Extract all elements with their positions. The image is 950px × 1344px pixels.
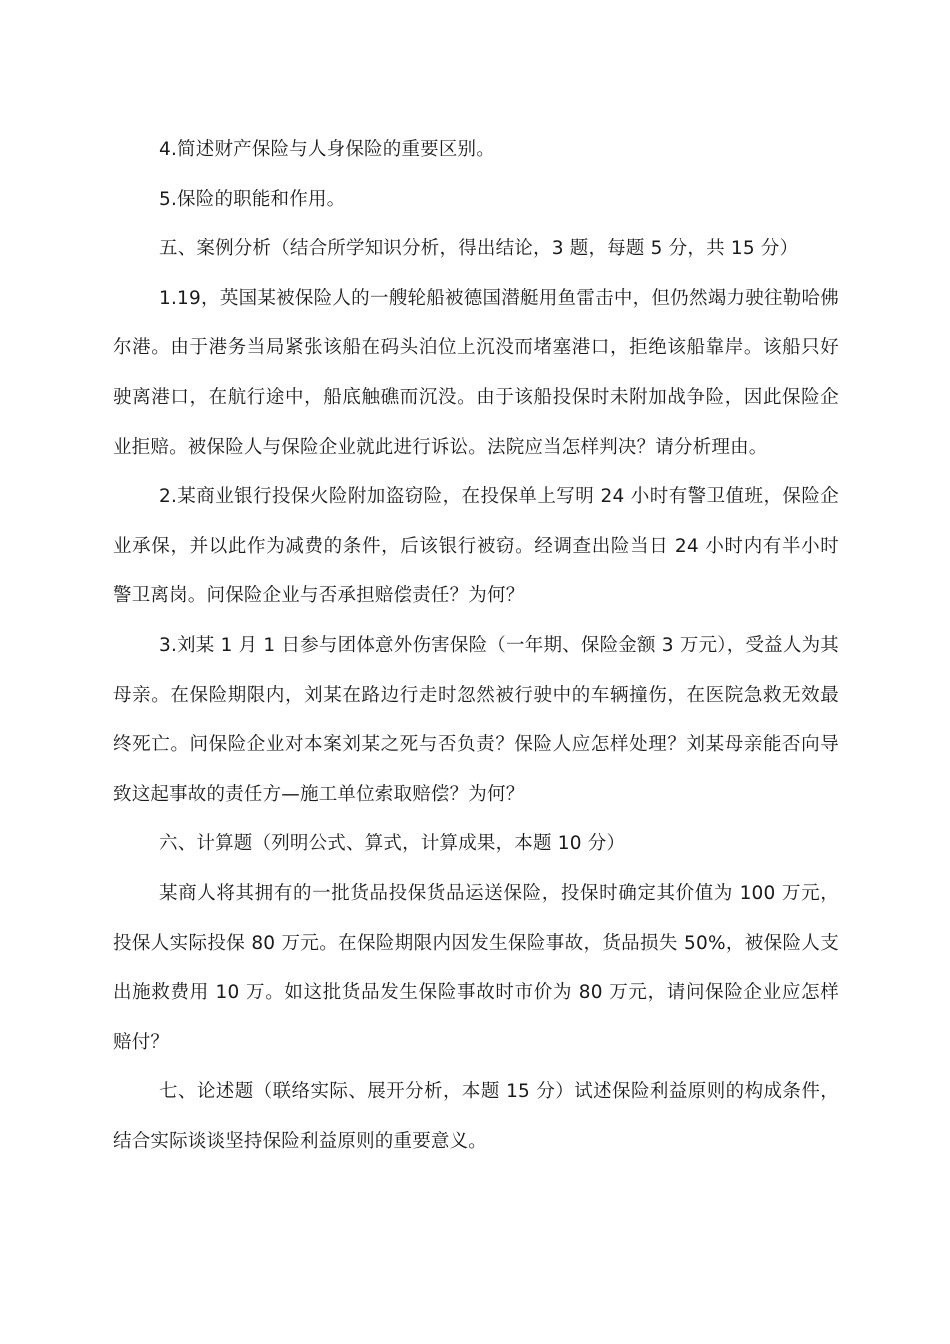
question-5: 5.保险的职能和作用。 [159,188,346,210]
document-body [113,125,839,1166]
section-heading-case-analysis: 五、案例分析（结合所学知识分析，得出结论，3 题，每题 5 分，共 15 分） [159,238,799,260]
case-question-1: 1.19，英国某被保险人的一艘轮船被德国潜艇用鱼雷击中，但仍然竭力驶往勒哈佛尔港。由于港务当局紧张该船在码头泊位上沉没而堵塞港口，拒绝该船靠岸。该船只好驶离港口，在航行途中，船底触礁而沉没。由于该船投保时未附加战争险，因此保险企业拒赔。被保险人与保险企业就此进行诉讼。法院应当怎样判决？请分析理由。 [113,287,839,458]
section-heading-calculation: 六、计算题（列明公式、算式，计算成果，本题 10 分） [159,833,626,855]
case-question-3: 3.刘某 1 月 1 日参与团体意外伤害保险（一年期、保险金额 3 万元），受益人为其母亲。在保险期限内，刘某在路边行走时忽然被行驶中的车辆撞伤，在医院急救无效最终死亡。问保险企业对本案刘某之死与否负责？保险人应怎样处理？刘某母亲能否向导致这起事故的责任方—施工单位索取赔偿？为何？ [113,634,839,805]
question-4: 4.简述财产保险与人身保险的重要区别。 [159,139,495,160]
essay-question: 七、论述题（联络实际、展开分析，本题 15 分）试述保险利益原则的构成条件，结合实际谈谈坚持保险利益原则的重要意义。 [113,1081,839,1152]
calculation-question: 某商人将其拥有的一批货品投保货品运送保险，投保时确定其价值为 100 万元，投保人实际投保 80 万元。在保险期限内因发生保险事故，货品损失 50%，被保险人支出施救费用 10 万。如这批货品发生保险事故时市价为 80 万元，请问保险企业应怎样赔付？ [113,882,839,1053]
case-question-2: 2.某商业银行投保火险附加盗窃险，在投保单上写明 24 小时有警卫值班，保险企业承保，并以此作为减费的条件，后该银行被窃。经调查出险当日 24 小时内有半小时警卫离岗。问保险企业与否承担赔偿责任？为何？ [113,486,839,607]
